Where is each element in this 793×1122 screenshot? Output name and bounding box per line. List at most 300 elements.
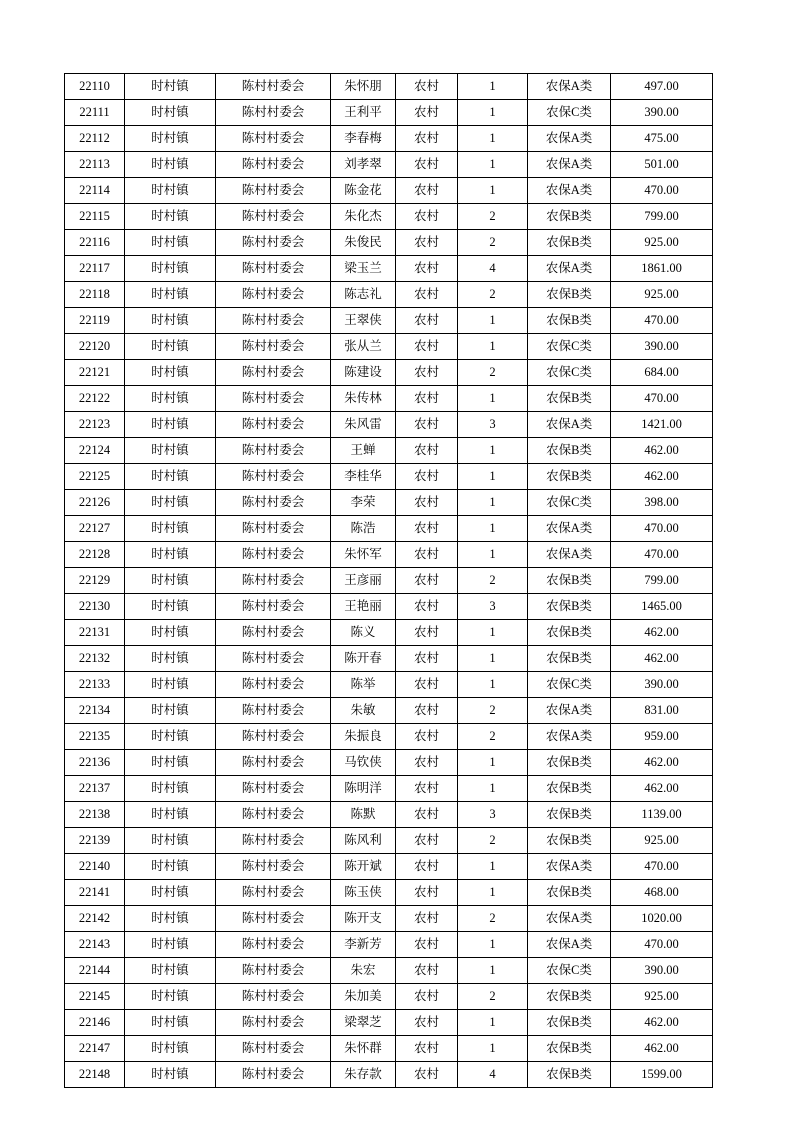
cell-town: 时村镇: [125, 750, 216, 776]
cell-insurance-category: 农保B类: [528, 1036, 611, 1062]
cell-village-committee: 陈村村委会: [216, 152, 331, 178]
table-row: [65, 672, 713, 698]
cell-amount: 462.00: [611, 776, 713, 802]
cell-person-count: 1: [458, 464, 528, 490]
cell-amount: 925.00: [611, 984, 713, 1010]
cell-household-type: 农村: [396, 724, 458, 750]
cell-town: 时村镇: [125, 698, 216, 724]
cell-serial-number: 22136: [65, 750, 125, 776]
cell-insurance-category: 农保A类: [528, 152, 611, 178]
cell-serial-number: 22147: [65, 1036, 125, 1062]
cell-household-type: 农村: [396, 1036, 458, 1062]
cell-town: 时村镇: [125, 594, 216, 620]
cell-person-name: 陈浩: [331, 516, 396, 542]
cell-insurance-category: 农保A类: [528, 542, 611, 568]
cell-village-committee: 陈村村委会: [216, 698, 331, 724]
cell-village-committee: 陈村村委会: [216, 412, 331, 438]
cell-town: 时村镇: [125, 126, 216, 152]
cell-person-count: 2: [458, 282, 528, 308]
cell-amount: 501.00: [611, 152, 713, 178]
cell-person-name: 李春梅: [331, 126, 396, 152]
table-row: [65, 204, 713, 230]
cell-household-type: 农村: [396, 152, 458, 178]
cell-person-count: 1: [458, 1010, 528, 1036]
cell-amount: 497.00: [611, 74, 713, 100]
cell-village-committee: 陈村村委会: [216, 1036, 331, 1062]
table-row: [65, 750, 713, 776]
cell-amount: 390.00: [611, 100, 713, 126]
cell-town: 时村镇: [125, 386, 216, 412]
table-body: [65, 74, 713, 1088]
cell-person-name: 刘孝翠: [331, 152, 396, 178]
cell-town: 时村镇: [125, 776, 216, 802]
cell-town: 时村镇: [125, 282, 216, 308]
cell-town: 时村镇: [125, 438, 216, 464]
cell-amount: 1599.00: [611, 1062, 713, 1088]
cell-serial-number: 22110: [65, 74, 125, 100]
cell-amount: 1421.00: [611, 412, 713, 438]
cell-town: 时村镇: [125, 646, 216, 672]
cell-insurance-category: 农保A类: [528, 412, 611, 438]
cell-amount: 1861.00: [611, 256, 713, 282]
cell-serial-number: 22115: [65, 204, 125, 230]
cell-town: 时村镇: [125, 854, 216, 880]
cell-insurance-category: 农保A类: [528, 178, 611, 204]
cell-person-name: 王彦丽: [331, 568, 396, 594]
cell-amount: 470.00: [611, 542, 713, 568]
table-row: [65, 620, 713, 646]
table-row: [65, 1010, 713, 1036]
cell-serial-number: 22138: [65, 802, 125, 828]
cell-amount: 475.00: [611, 126, 713, 152]
table-row: [65, 802, 713, 828]
cell-person-name: 朱怀群: [331, 1036, 396, 1062]
table-row: [65, 906, 713, 932]
table-row: [65, 230, 713, 256]
cell-person-count: 1: [458, 620, 528, 646]
cell-village-committee: 陈村村委会: [216, 334, 331, 360]
table-row: [65, 74, 713, 100]
cell-insurance-category: 农保A类: [528, 516, 611, 542]
cell-serial-number: 22112: [65, 126, 125, 152]
cell-person-count: 1: [458, 334, 528, 360]
cell-village-committee: 陈村村委会: [216, 74, 331, 100]
cell-village-committee: 陈村村委会: [216, 308, 331, 334]
cell-household-type: 农村: [396, 360, 458, 386]
table-row: [65, 984, 713, 1010]
cell-amount: 799.00: [611, 568, 713, 594]
cell-person-name: 朱风雷: [331, 412, 396, 438]
cell-village-committee: 陈村村委会: [216, 360, 331, 386]
cell-household-type: 农村: [396, 438, 458, 464]
cell-person-count: 1: [458, 100, 528, 126]
table-row: [65, 100, 713, 126]
cell-household-type: 农村: [396, 620, 458, 646]
cell-serial-number: 22128: [65, 542, 125, 568]
cell-town: 时村镇: [125, 360, 216, 386]
cell-serial-number: 22146: [65, 1010, 125, 1036]
cell-insurance-category: 农保C类: [528, 360, 611, 386]
cell-person-count: 1: [458, 672, 528, 698]
cell-person-name: 王蝉: [331, 438, 396, 464]
cell-town: 时村镇: [125, 412, 216, 438]
cell-serial-number: 22127: [65, 516, 125, 542]
cell-amount: 925.00: [611, 230, 713, 256]
cell-insurance-category: 农保B类: [528, 1062, 611, 1088]
cell-town: 时村镇: [125, 464, 216, 490]
cell-village-committee: 陈村村委会: [216, 230, 331, 256]
cell-amount: 462.00: [611, 750, 713, 776]
cell-household-type: 农村: [396, 750, 458, 776]
cell-amount: 684.00: [611, 360, 713, 386]
cell-serial-number: 22148: [65, 1062, 125, 1088]
cell-village-committee: 陈村村委会: [216, 880, 331, 906]
cell-serial-number: 22145: [65, 984, 125, 1010]
cell-village-committee: 陈村村委会: [216, 464, 331, 490]
cell-amount: 468.00: [611, 880, 713, 906]
cell-person-count: 1: [458, 854, 528, 880]
table-row: [65, 360, 713, 386]
table-row: [65, 542, 713, 568]
cell-insurance-category: 农保B类: [528, 828, 611, 854]
cell-person-count: 1: [458, 932, 528, 958]
cell-household-type: 农村: [396, 1010, 458, 1036]
cell-amount: 390.00: [611, 672, 713, 698]
cell-household-type: 农村: [396, 802, 458, 828]
cell-town: 时村镇: [125, 230, 216, 256]
table-row: [65, 958, 713, 984]
cell-amount: 462.00: [611, 646, 713, 672]
table-row: [65, 724, 713, 750]
cell-village-committee: 陈村村委会: [216, 100, 331, 126]
cell-insurance-category: 农保B类: [528, 750, 611, 776]
cell-village-committee: 陈村村委会: [216, 438, 331, 464]
cell-village-committee: 陈村村委会: [216, 1010, 331, 1036]
cell-person-name: 陈明洋: [331, 776, 396, 802]
table-row: [65, 1062, 713, 1088]
cell-serial-number: 22121: [65, 360, 125, 386]
cell-person-count: 2: [458, 568, 528, 594]
cell-serial-number: 22111: [65, 100, 125, 126]
cell-person-name: 陈开支: [331, 906, 396, 932]
cell-insurance-category: 农保B类: [528, 282, 611, 308]
cell-serial-number: 22134: [65, 698, 125, 724]
cell-household-type: 农村: [396, 100, 458, 126]
cell-person-count: 1: [458, 1036, 528, 1062]
cell-person-name: 陈默: [331, 802, 396, 828]
cell-amount: 470.00: [611, 516, 713, 542]
cell-household-type: 农村: [396, 126, 458, 152]
cell-person-name: 陈开春: [331, 646, 396, 672]
cell-person-count: 1: [458, 542, 528, 568]
table-row: [65, 880, 713, 906]
cell-person-count: 2: [458, 698, 528, 724]
cell-serial-number: 22137: [65, 776, 125, 802]
table-row: [65, 516, 713, 542]
cell-person-name: 李荣: [331, 490, 396, 516]
cell-person-name: 朱振良: [331, 724, 396, 750]
cell-person-count: 2: [458, 828, 528, 854]
cell-person-count: 2: [458, 906, 528, 932]
table-row: [65, 932, 713, 958]
cell-serial-number: 22116: [65, 230, 125, 256]
table-row: [65, 1036, 713, 1062]
cell-town: 时村镇: [125, 1036, 216, 1062]
cell-insurance-category: 农保A类: [528, 906, 611, 932]
cell-town: 时村镇: [125, 984, 216, 1010]
cell-person-count: 1: [458, 750, 528, 776]
cell-person-name: 陈建设: [331, 360, 396, 386]
cell-amount: 462.00: [611, 438, 713, 464]
cell-person-count: 1: [458, 126, 528, 152]
cell-amount: 462.00: [611, 1036, 713, 1062]
cell-amount: 1020.00: [611, 906, 713, 932]
cell-person-count: 2: [458, 204, 528, 230]
cell-serial-number: 22142: [65, 906, 125, 932]
cell-insurance-category: 农保B类: [528, 386, 611, 412]
cell-amount: 470.00: [611, 386, 713, 412]
cell-household-type: 农村: [396, 542, 458, 568]
cell-village-committee: 陈村村委会: [216, 646, 331, 672]
table-row: [65, 568, 713, 594]
cell-household-type: 农村: [396, 74, 458, 100]
table-row: [65, 386, 713, 412]
cell-person-count: 1: [458, 880, 528, 906]
cell-person-count: 1: [458, 958, 528, 984]
table-row: [65, 178, 713, 204]
cell-town: 时村镇: [125, 516, 216, 542]
table-row: [65, 412, 713, 438]
cell-amount: 1465.00: [611, 594, 713, 620]
cell-village-committee: 陈村村委会: [216, 958, 331, 984]
cell-household-type: 农村: [396, 230, 458, 256]
cell-household-type: 农村: [396, 386, 458, 412]
cell-person-name: 李桂华: [331, 464, 396, 490]
table-row: [65, 126, 713, 152]
cell-insurance-category: 农保C类: [528, 100, 611, 126]
cell-household-type: 农村: [396, 1062, 458, 1088]
cell-town: 时村镇: [125, 828, 216, 854]
cell-town: 时村镇: [125, 178, 216, 204]
cell-village-committee: 陈村村委会: [216, 984, 331, 1010]
cell-person-name: 朱怀军: [331, 542, 396, 568]
table-row: [65, 698, 713, 724]
cell-town: 时村镇: [125, 308, 216, 334]
cell-village-committee: 陈村村委会: [216, 178, 331, 204]
table-row: [65, 594, 713, 620]
cell-town: 时村镇: [125, 204, 216, 230]
cell-amount: 470.00: [611, 932, 713, 958]
cell-town: 时村镇: [125, 880, 216, 906]
cell-person-count: 1: [458, 74, 528, 100]
cell-insurance-category: 农保B类: [528, 438, 611, 464]
cell-person-name: 陈金花: [331, 178, 396, 204]
cell-household-type: 农村: [396, 828, 458, 854]
cell-person-count: 3: [458, 802, 528, 828]
cell-serial-number: 22114: [65, 178, 125, 204]
cell-person-name: 王艳丽: [331, 594, 396, 620]
cell-insurance-category: 农保C类: [528, 334, 611, 360]
cell-insurance-category: 农保B类: [528, 568, 611, 594]
cell-village-committee: 陈村村委会: [216, 854, 331, 880]
cell-insurance-category: 农保B类: [528, 1010, 611, 1036]
cell-serial-number: 22144: [65, 958, 125, 984]
cell-person-count: 1: [458, 516, 528, 542]
table-row: [65, 256, 713, 282]
cell-household-type: 农村: [396, 776, 458, 802]
cell-amount: 1139.00: [611, 802, 713, 828]
cell-serial-number: 22125: [65, 464, 125, 490]
cell-insurance-category: 农保B类: [528, 308, 611, 334]
cell-person-name: 朱怀朋: [331, 74, 396, 100]
table-row: [65, 334, 713, 360]
cell-village-committee: 陈村村委会: [216, 542, 331, 568]
cell-insurance-category: 农保A类: [528, 126, 611, 152]
cell-person-count: 2: [458, 984, 528, 1010]
cell-insurance-category: 农保A类: [528, 724, 611, 750]
cell-insurance-category: 农保B类: [528, 880, 611, 906]
cell-person-name: 陈义: [331, 620, 396, 646]
cell-serial-number: 22130: [65, 594, 125, 620]
cell-insurance-category: 农保A类: [528, 698, 611, 724]
cell-person-count: 1: [458, 152, 528, 178]
cell-household-type: 农村: [396, 516, 458, 542]
cell-person-name: 朱敏: [331, 698, 396, 724]
cell-village-committee: 陈村村委会: [216, 906, 331, 932]
cell-person-name: 梁玉兰: [331, 256, 396, 282]
cell-household-type: 农村: [396, 308, 458, 334]
cell-serial-number: 22135: [65, 724, 125, 750]
cell-serial-number: 22119: [65, 308, 125, 334]
cell-serial-number: 22113: [65, 152, 125, 178]
cell-insurance-category: 农保C类: [528, 672, 611, 698]
cell-amount: 470.00: [611, 308, 713, 334]
cell-village-committee: 陈村村委会: [216, 490, 331, 516]
cell-amount: 390.00: [611, 334, 713, 360]
cell-village-committee: 陈村村委会: [216, 1062, 331, 1088]
cell-household-type: 农村: [396, 568, 458, 594]
cell-person-name: 陈风利: [331, 828, 396, 854]
cell-amount: 462.00: [611, 620, 713, 646]
cell-person-name: 朱化杰: [331, 204, 396, 230]
cell-person-name: 马钦侠: [331, 750, 396, 776]
cell-town: 时村镇: [125, 906, 216, 932]
cell-town: 时村镇: [125, 152, 216, 178]
cell-insurance-category: 农保C类: [528, 490, 611, 516]
cell-serial-number: 22133: [65, 672, 125, 698]
cell-person-count: 1: [458, 776, 528, 802]
cell-town: 时村镇: [125, 490, 216, 516]
cell-town: 时村镇: [125, 958, 216, 984]
cell-village-committee: 陈村村委会: [216, 932, 331, 958]
cell-household-type: 农村: [396, 672, 458, 698]
cell-insurance-category: 农保B类: [528, 464, 611, 490]
insurance-payment-table: [64, 73, 713, 1088]
cell-household-type: 农村: [396, 594, 458, 620]
cell-person-name: 王利平: [331, 100, 396, 126]
cell-town: 时村镇: [125, 1062, 216, 1088]
cell-person-count: 4: [458, 1062, 528, 1088]
cell-household-type: 农村: [396, 412, 458, 438]
cell-serial-number: 22139: [65, 828, 125, 854]
cell-village-committee: 陈村村委会: [216, 386, 331, 412]
cell-town: 时村镇: [125, 620, 216, 646]
cell-serial-number: 22129: [65, 568, 125, 594]
cell-person-name: 梁翠芝: [331, 1010, 396, 1036]
cell-serial-number: 22120: [65, 334, 125, 360]
cell-person-name: 陈举: [331, 672, 396, 698]
cell-serial-number: 22143: [65, 932, 125, 958]
cell-person-count: 2: [458, 230, 528, 256]
cell-person-count: 1: [458, 386, 528, 412]
cell-household-type: 农村: [396, 204, 458, 230]
cell-village-committee: 陈村村委会: [216, 568, 331, 594]
cell-village-committee: 陈村村委会: [216, 724, 331, 750]
cell-person-name: 朱加美: [331, 984, 396, 1010]
cell-village-committee: 陈村村委会: [216, 672, 331, 698]
table-row: [65, 646, 713, 672]
table-row: [65, 776, 713, 802]
cell-town: 时村镇: [125, 334, 216, 360]
cell-person-name: 朱存款: [331, 1062, 396, 1088]
cell-insurance-category: 农保B类: [528, 646, 611, 672]
cell-amount: 462.00: [611, 464, 713, 490]
cell-amount: 470.00: [611, 854, 713, 880]
cell-household-type: 农村: [396, 256, 458, 282]
cell-household-type: 农村: [396, 984, 458, 1010]
cell-person-count: 3: [458, 594, 528, 620]
cell-person-count: 4: [458, 256, 528, 282]
cell-person-count: 1: [458, 490, 528, 516]
table-row: [65, 282, 713, 308]
cell-serial-number: 22126: [65, 490, 125, 516]
cell-serial-number: 22132: [65, 646, 125, 672]
cell-town: 时村镇: [125, 1010, 216, 1036]
cell-person-count: 2: [458, 360, 528, 386]
cell-household-type: 农村: [396, 178, 458, 204]
cell-person-name: 陈志礼: [331, 282, 396, 308]
cell-household-type: 农村: [396, 932, 458, 958]
cell-person-count: 1: [458, 308, 528, 334]
cell-person-name: 陈玉侠: [331, 880, 396, 906]
cell-village-committee: 陈村村委会: [216, 594, 331, 620]
cell-town: 时村镇: [125, 932, 216, 958]
cell-amount: 925.00: [611, 282, 713, 308]
cell-person-name: 朱宏: [331, 958, 396, 984]
cell-village-committee: 陈村村委会: [216, 750, 331, 776]
cell-amount: 925.00: [611, 828, 713, 854]
cell-household-type: 农村: [396, 958, 458, 984]
cell-household-type: 农村: [396, 646, 458, 672]
cell-household-type: 农村: [396, 854, 458, 880]
cell-person-count: 3: [458, 412, 528, 438]
cell-person-name: 陈开斌: [331, 854, 396, 880]
cell-person-count: 1: [458, 646, 528, 672]
cell-amount: 462.00: [611, 1010, 713, 1036]
cell-insurance-category: 农保B类: [528, 204, 611, 230]
cell-insurance-category: 农保C类: [528, 958, 611, 984]
cell-village-committee: 陈村村委会: [216, 282, 331, 308]
cell-serial-number: 22118: [65, 282, 125, 308]
cell-village-committee: 陈村村委会: [216, 828, 331, 854]
cell-household-type: 农村: [396, 698, 458, 724]
cell-town: 时村镇: [125, 256, 216, 282]
cell-household-type: 农村: [396, 490, 458, 516]
cell-town: 时村镇: [125, 100, 216, 126]
cell-insurance-category: 农保A类: [528, 932, 611, 958]
cell-insurance-category: 农保A类: [528, 74, 611, 100]
cell-amount: 390.00: [611, 958, 713, 984]
